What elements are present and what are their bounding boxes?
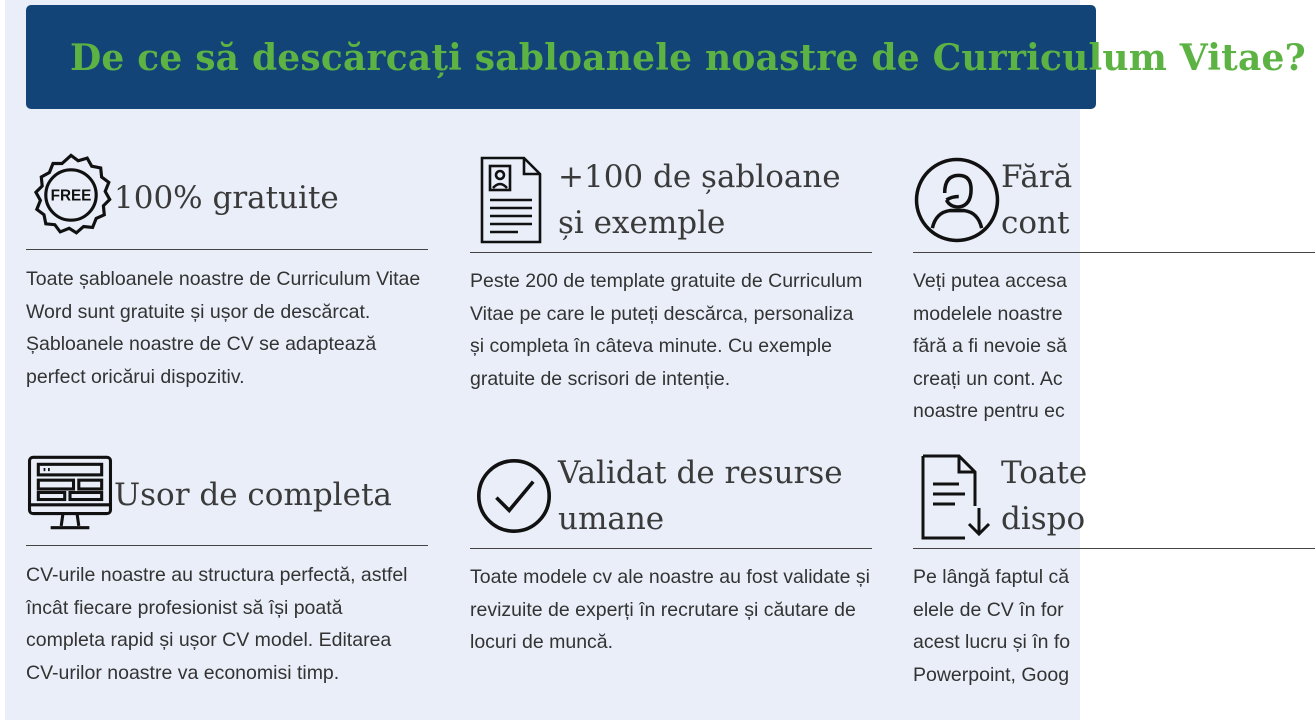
feature-all-formats xyxy=(913,446,1088,720)
feature-header xyxy=(26,446,428,546)
feature-easy-to-fill xyxy=(26,446,428,684)
feature-description: Toate modele cv ale noastre au fost validate și revizuite de experți în recrutare și căutare de locuri de muncă. xyxy=(470,566,870,653)
feature-hr-validated xyxy=(470,446,872,653)
feature-title-line2: dispo xyxy=(1001,501,1086,537)
feature-title: Usor de completa xyxy=(114,477,392,513)
divider xyxy=(470,548,872,549)
feature-title-line2: cont xyxy=(1001,205,1070,241)
monitor-form-icon xyxy=(26,452,114,540)
feature-title-line2: și exemple xyxy=(558,205,726,241)
feature-title-line2: umane xyxy=(558,501,665,537)
feature-header xyxy=(26,150,428,250)
feature-no-account xyxy=(913,150,1080,450)
divider xyxy=(913,252,1315,253)
feature-description: Toate șabloanele noastre de Curriculum Vitae Word sunt gratuite și ușor de descărcat. Șabloanele noastre de CV se adaptează perfect oricărui dispozitiv. xyxy=(26,268,421,388)
feature-title: Validat de resurse xyxy=(558,455,843,491)
feature-header xyxy=(470,150,872,250)
checkmark-circle-icon xyxy=(474,456,554,536)
svg-text:FREE: FREE xyxy=(50,187,92,205)
user-avatar-icon xyxy=(913,156,1001,244)
section-banner xyxy=(26,5,1306,109)
feature-title: Fără xyxy=(1001,159,1073,195)
feature-header xyxy=(913,446,1088,546)
feature-header xyxy=(913,150,1080,250)
feature-free xyxy=(26,150,428,388)
feature-description: Pe lângă faptul că elele de CV în for acest lucru și în fo Powerpoint, Goog xyxy=(913,566,1071,686)
section-title: De ce să descărcați sabloanele noastre de Curriculum Vitae? xyxy=(70,37,1306,79)
feature-description: Peste 200 de template gratuite de Curriculum Vitae pe care le puteți descărca, personaliza și completa în câteva minute. Cu exemple gratuite de scrisori de intenție. xyxy=(470,270,863,390)
document-download-icon xyxy=(919,454,995,540)
divider xyxy=(470,252,872,253)
resume-document-icon xyxy=(478,156,544,244)
free-badge-icon xyxy=(26,150,116,240)
feature-description: Veți putea accesa modelele noastre fără a fi nevoie să creați un cont. Ac noastre pentru ec xyxy=(913,270,1067,422)
divider xyxy=(26,545,428,546)
feature-description: CV-urile noastre au structura perfectă, astfel încât fiecare profesionist să își poată completa rapid și ușor CV model. Editarea CV-urilor noastre va economisi timp. xyxy=(26,564,408,684)
feature-templates xyxy=(470,150,872,390)
feature-title: Toate xyxy=(1001,455,1088,491)
feature-header xyxy=(470,446,872,546)
feature-title: +100 de șabloane xyxy=(558,159,841,195)
divider xyxy=(26,249,428,250)
feature-title: 100% gratuite xyxy=(114,180,339,216)
divider xyxy=(913,548,1315,549)
